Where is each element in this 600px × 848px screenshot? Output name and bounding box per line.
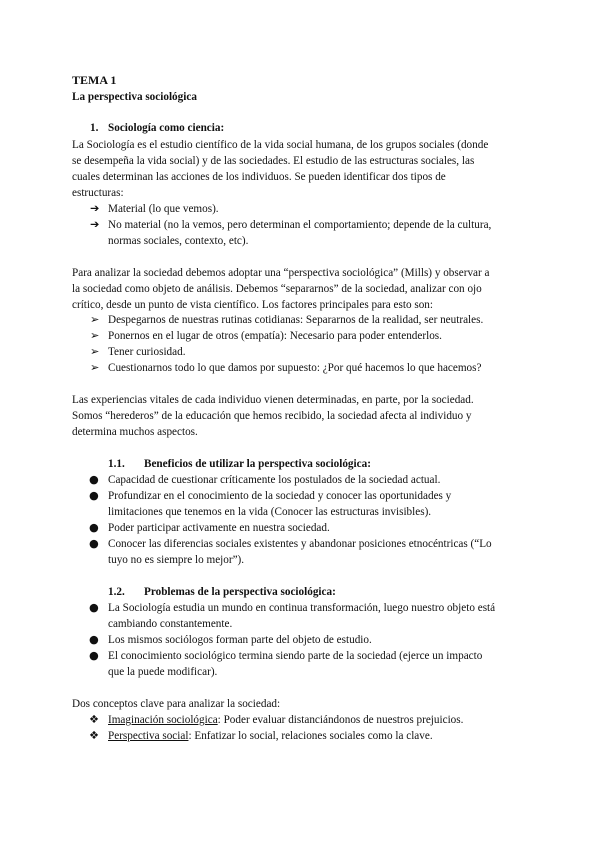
paragraph-line: Las experiencias vitales de cada individuo vienen determinadas, en parte, por la sociedad. — [72, 394, 474, 406]
list-item-continuation: normas sociales, contexto, etc). — [108, 235, 249, 247]
subsection-heading: Problemas de la perspectiva sociológica: — [144, 586, 336, 598]
diamond-bullet-icon: ❖ — [89, 713, 100, 726]
paragraph-line: Somos “herederos” de la educación que hemos recibido, la sociedad afecta al individuo y — [72, 410, 472, 422]
arrow-bullet-icon: ➔ — [90, 202, 100, 215]
list-item: Poder participar activamente en nuestra sociedad. — [108, 522, 330, 534]
list-item: Tener curiosidad. — [108, 346, 186, 358]
list-item: Los mismos sociólogos forman parte del objeto de estudio. — [108, 634, 372, 646]
concept-item — [108, 713, 463, 727]
bullet-icon: ● — [89, 473, 99, 486]
subsection-number: 1.1. — [108, 458, 125, 470]
list-item: La Sociología estudia un mundo en continua transformación, luego nuestro objeto está — [108, 602, 496, 614]
paragraph-line: cuales determinan las acciones de los individuos. Se pueden identificar dos tipos de — [72, 171, 446, 183]
bullet-icon: ● — [89, 521, 99, 534]
paragraph-line: Dos conceptos clave para analizar la sociedad: — [72, 698, 281, 710]
section-heading: Sociología como ciencia: — [108, 122, 225, 134]
paragraph-line: crítico, desde un punto de vista científico. Los factores principales para esto son: — [72, 299, 433, 311]
list-item: Capacidad de cuestionar críticamente los postulados de la sociedad actual. — [108, 474, 441, 486]
list-item-continuation: cambiando constantemente. — [108, 618, 233, 630]
bullet-icon: ● — [89, 537, 99, 550]
list-item-continuation: tuyo no es siempre lo mejor”). — [108, 554, 245, 566]
paragraph-line: Para analizar la sociedad debemos adoptar una “perspectiva sociológica” (Mills) y observar a — [72, 267, 490, 279]
arrowhead-bullet-icon: ➢ — [90, 329, 100, 342]
arrowhead-bullet-icon: ➢ — [90, 313, 100, 326]
concept-item — [108, 729, 433, 743]
list-item: No material (no la vemos, pero determinan el comportamiento; depende de la cultura, — [108, 219, 492, 231]
list-item: Material (lo que vemos). — [108, 203, 219, 215]
paragraph-line: estructuras: — [72, 187, 124, 199]
bullet-icon: ● — [89, 489, 99, 502]
document-title: TEMA 1 — [72, 73, 117, 87]
subsection-heading: Beneficios de utilizar la perspectiva sociológica: — [144, 458, 371, 470]
arrow-bullet-icon: ➔ — [90, 218, 100, 231]
concept-definition: : Poder evaluar distanciándonos de nuestros prejuicios. — [217, 714, 464, 726]
list-item: Cuestionarnos todo lo que damos por supuesto: ¿Por qué hacemos lo que hacemos? — [108, 362, 482, 374]
document-subtitle: La perspectiva sociológica — [72, 91, 197, 103]
list-item: Conocer las diferencias sociales existentes y abandonar posiciones etnocéntricas (“Lo — [108, 538, 492, 550]
list-item: El conocimiento sociológico termina siendo parte de la sociedad (ejerce un impacto — [108, 650, 483, 662]
subsection-number: 1.2. — [108, 586, 125, 598]
paragraph-line: La Sociología es el estudio científico de la vida social humana, de los grupos sociales (donde — [72, 139, 489, 151]
concept-definition: : Enfatizar lo social, relaciones sociales como la clave. — [188, 730, 433, 742]
list-item-continuation: limitaciones que tenemos en la vida (Conocer las estructuras invisibles). — [108, 506, 432, 518]
arrowhead-bullet-icon: ➢ — [90, 345, 100, 358]
diamond-bullet-icon: ❖ — [89, 729, 100, 742]
section-number: 1. — [90, 122, 99, 134]
paragraph-line: determina muchos aspectos. — [72, 426, 198, 438]
arrowhead-bullet-icon: ➢ — [90, 361, 100, 374]
list-item: Profundizar en el conocimiento de la sociedad y conocer las oportunidades y — [108, 490, 452, 502]
list-item: Ponernos en el lugar de otros (empatía): Necesario para poder entenderlos. — [108, 330, 442, 342]
concept-term: Imaginación sociológica — [108, 714, 218, 726]
paragraph-line: la sociedad como objeto de análisis. Debemos “separarnos” de la sociedad, analizar con ojo — [72, 283, 482, 295]
bullet-icon: ● — [89, 649, 99, 662]
list-item-continuation: que la puede modificar). — [108, 666, 218, 678]
concept-term: Perspectiva social — [108, 730, 189, 742]
bullet-icon: ● — [89, 601, 99, 614]
bullet-icon: ● — [89, 633, 99, 646]
list-item: Despegarnos de nuestras rutinas cotidianas: Separarnos de la realidad, ser neutrales. — [108, 314, 484, 326]
paragraph-line: se desempeña la vida social) y de las sociedades. El estudio de las estructuras sociales, las — [72, 155, 475, 167]
